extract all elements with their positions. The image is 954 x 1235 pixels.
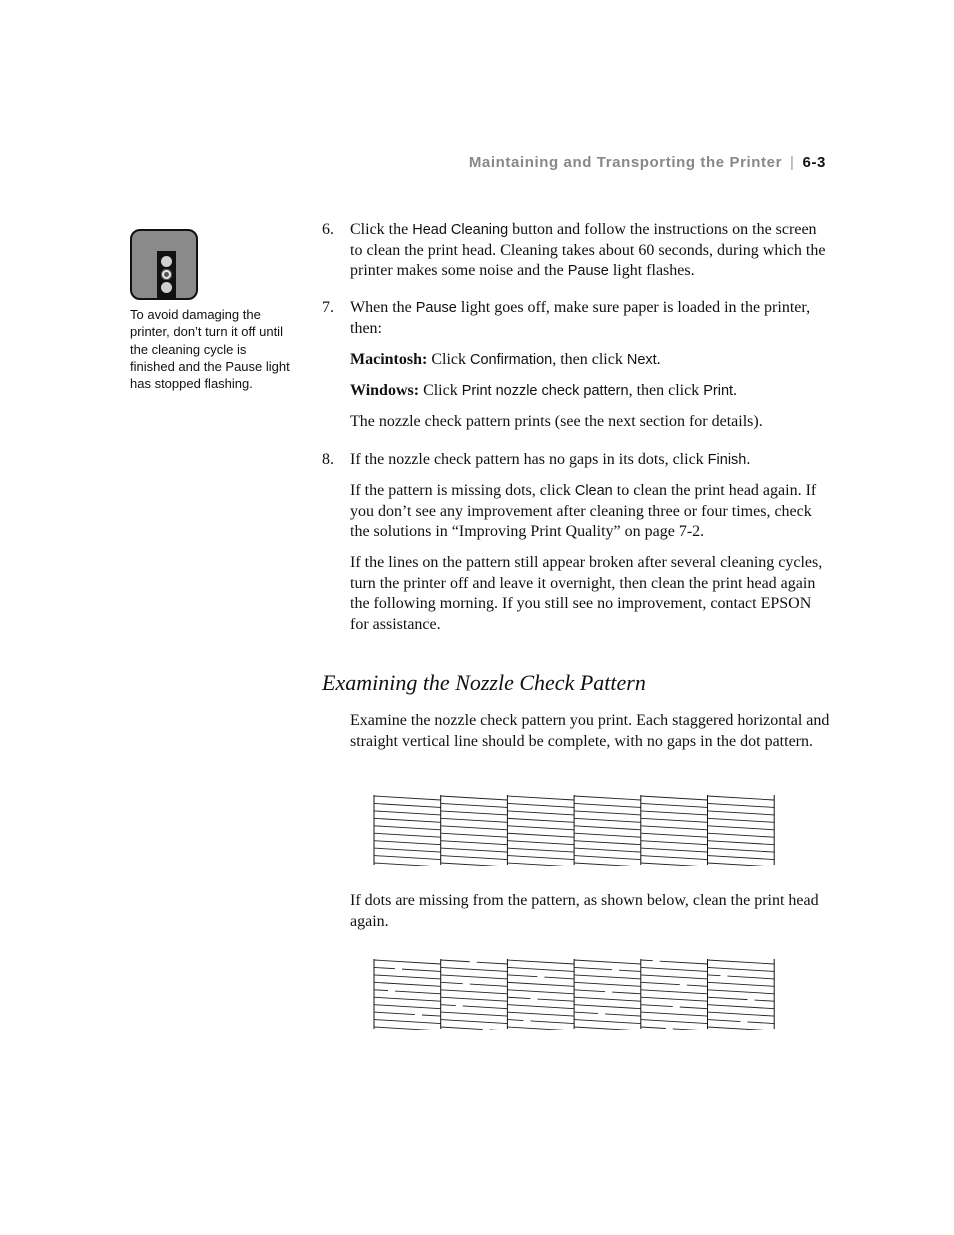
staggered-line (641, 811, 708, 815)
staggered-line (507, 967, 574, 971)
staggered-line (748, 1022, 775, 1024)
pause-light-panel-icon (130, 229, 198, 300)
staggered-line (574, 997, 641, 1001)
staggered-line (441, 982, 463, 983)
ui-term-confirmation: Confirmation (470, 351, 553, 368)
staggered-line (544, 977, 574, 979)
staggered-line (507, 833, 574, 837)
staggered-line (574, 811, 641, 815)
staggered-line (507, 856, 574, 860)
windows-instruction: Windows: Click Print nozzle check pattern, then click Print. (350, 381, 738, 399)
staggered-line (470, 984, 508, 986)
staggered-line (441, 863, 508, 866)
staggered-line (374, 803, 441, 807)
staggered-line (441, 1027, 483, 1030)
staggered-line (507, 1027, 574, 1030)
staggered-line (708, 841, 775, 845)
staggered-line (395, 991, 441, 994)
missing-dots-text: If dots are missing from the pattern, as shown below, clean the print head again. (350, 892, 819, 930)
ui-term-next: Next (626, 351, 657, 368)
staggered-line (374, 811, 441, 815)
macintosh-instruction: Macintosh: Click Confirmation, then click Next. (350, 350, 661, 368)
staggered-line (641, 1027, 666, 1028)
staggered-line (708, 811, 775, 815)
light-indicator-top (161, 256, 172, 267)
staggered-line (574, 990, 605, 992)
staggered-line (441, 975, 508, 979)
sidebar-note-ui-term: Pause (225, 358, 263, 374)
staggered-line (507, 1020, 523, 1021)
staggered-line (641, 997, 708, 1001)
windows-label: Windows: (350, 381, 420, 399)
staggered-line (641, 826, 708, 830)
staggered-line (708, 1005, 775, 1009)
staggered-line (574, 796, 641, 800)
staggered-line (641, 863, 708, 866)
staggered-line (374, 818, 441, 822)
staggered-line (441, 1012, 508, 1016)
nozzle-pattern-good (372, 794, 778, 866)
step-6 (322, 220, 827, 292)
staggered-line (708, 1027, 775, 1030)
staggered-line (641, 818, 708, 822)
staggered-line (374, 796, 441, 800)
staggered-line (641, 803, 708, 807)
staggered-line (680, 1007, 708, 1009)
staggered-line (574, 1005, 641, 1009)
staggered-line (402, 969, 441, 971)
staggered-line (708, 1012, 775, 1016)
step-8 (322, 450, 827, 646)
staggered-line (641, 982, 680, 984)
staggered-line (441, 796, 508, 800)
staggered-line (374, 997, 441, 1001)
staggered-line (574, 841, 641, 845)
step-7-text: When the Pause light goes off, make sure paper is loaded in the printer, then: (350, 299, 811, 337)
staggered-line (441, 833, 508, 837)
staggered-line (374, 833, 441, 837)
staggered-line (728, 976, 775, 979)
staggered-line (708, 990, 775, 994)
staggered-line (641, 990, 708, 994)
staggered-line (477, 962, 508, 964)
staggered-line (374, 975, 441, 979)
macintosh-label: Macintosh: (350, 350, 428, 368)
staggered-line (441, 818, 508, 822)
staggered-line (708, 826, 775, 830)
staggered-line (441, 826, 508, 830)
staggered-line (708, 960, 775, 964)
staggered-line (574, 818, 641, 822)
staggered-line (422, 1015, 441, 1016)
staggered-line (374, 1027, 441, 1030)
staggered-line (708, 803, 775, 807)
ui-term-print-nozzle-check: Print nozzle check pattern (461, 382, 629, 399)
pause-light-indicator (161, 269, 172, 280)
staggered-line (507, 997, 530, 998)
staggered-line (441, 960, 470, 962)
staggered-line (441, 1005, 456, 1006)
staggered-line (441, 990, 508, 994)
staggered-line (507, 1012, 574, 1016)
staggered-line (641, 841, 708, 845)
section-heading: Examining the Nozzle Check Pattern (322, 670, 646, 695)
section-intro: Examine the nozzle check pattern you print. Each staggered horizontal and straight vertical line should be complete, with no gaps in the dot pattern. (350, 712, 830, 750)
staggered-line (441, 841, 508, 845)
staggered-line (374, 848, 441, 852)
staggered-line (507, 990, 574, 994)
ui-term-head-cleaning: Head Cleaning (412, 222, 509, 238)
staggered-line (507, 803, 574, 807)
staggered-line (641, 960, 653, 961)
staggered-line (530, 1021, 574, 1024)
nozzle-pattern-good-graphic (372, 794, 778, 866)
step-number: 7. (322, 299, 334, 316)
staggered-line (708, 863, 775, 866)
staggered-line (374, 1005, 441, 1009)
staggered-line (574, 863, 641, 866)
staggered-line (507, 811, 574, 815)
staggered-line (708, 818, 775, 822)
staggered-line (574, 960, 641, 964)
staggered-line (463, 1006, 508, 1009)
staggered-line (507, 826, 574, 830)
staggered-line (507, 982, 574, 986)
staggered-line (641, 833, 708, 837)
staggered-line (708, 1020, 741, 1022)
staggered-line (641, 856, 708, 860)
staggered-line (641, 967, 708, 971)
ui-term-pause: Pause (567, 263, 609, 279)
staggered-line (641, 1005, 673, 1007)
staggered-line (708, 848, 775, 852)
light-strip (157, 251, 176, 299)
staggered-line (641, 1020, 708, 1024)
staggered-line (374, 1020, 441, 1024)
staggered-line (574, 803, 641, 807)
staggered-line (441, 856, 508, 860)
sidebar-note-text: To avoid damaging the printer, don’t turn it off until the cleaning cycle is finished and the (130, 307, 283, 374)
staggered-line (441, 967, 508, 971)
staggered-line (574, 967, 612, 969)
staggered-line (612, 992, 641, 994)
light-indicator-bottom (161, 282, 172, 293)
page-number: 6-3 (802, 154, 826, 171)
staggered-line (507, 841, 574, 845)
staggered-line (374, 967, 395, 968)
staggered-line (374, 1012, 415, 1014)
step-7-result: The nozzle check pattern prints (see the next section for details). (350, 412, 763, 430)
staggered-line (574, 1027, 641, 1030)
staggered-line (374, 863, 441, 866)
staggered-line (755, 1000, 775, 1001)
step-6-text: Click the Head Cleaning button and follow the instructions on the screen to clean the print head. Cleaning takes about 60 seconds, during which the printer makes some noise and the Pause light flashes. (350, 221, 826, 279)
ui-term-print: Print (703, 382, 734, 399)
staggered-line (374, 841, 441, 845)
staggered-line (537, 999, 574, 1001)
staggered-line (708, 833, 775, 837)
staggered-line (574, 856, 641, 860)
staggered-line (708, 982, 775, 986)
step-number: 8. (322, 451, 334, 468)
staggered-line (641, 975, 708, 979)
step-8-broken-lines: If the lines on the pattern still appear broken after several cleaning cycles, turn the printer off and leave it overnight, then clean the print head again the following morning. If you still see no improvement, contact EPSON for assistance. (350, 554, 823, 633)
staggered-line (374, 990, 388, 991)
staggered-line (507, 848, 574, 852)
pause-light-dot (164, 272, 169, 277)
staggered-line (374, 982, 441, 986)
staggered-line (441, 803, 508, 807)
staggered-line (507, 818, 574, 822)
staggered-line (507, 975, 537, 977)
step-8-missing-dots: If the pattern is missing dots, click Clean to clean the print head again. If you don’t see any improvement after cleaning three or four times, check the solutions in “Improving Print Quality” on page 7-2. (350, 482, 817, 540)
ui-term-finish: Finish (707, 452, 747, 468)
staggered-line (708, 975, 721, 976)
staggered-line (441, 811, 508, 815)
step-7 (322, 298, 827, 443)
step-number: 6. (322, 221, 334, 238)
staggered-line (708, 967, 775, 971)
staggered-line (441, 848, 508, 852)
staggered-line (708, 997, 748, 999)
staggered-line (507, 1005, 574, 1009)
staggered-line (605, 1014, 641, 1016)
staggered-line (574, 975, 641, 979)
staggered-line (374, 856, 441, 860)
staggered-line (687, 985, 708, 986)
nozzle-pattern-missing-dots (372, 958, 778, 1030)
staggered-line (574, 833, 641, 837)
staggered-line (574, 982, 641, 986)
staggered-line (507, 960, 574, 964)
staggered-line (641, 848, 708, 852)
sidebar-note-text-end: light has stopped flashing. (130, 358, 290, 392)
staggered-line (507, 863, 574, 866)
staggered-line (441, 997, 508, 1001)
chapter-title: Maintaining and Transporting the Printer (468, 154, 783, 171)
staggered-line (574, 1020, 641, 1024)
staggered-line (574, 1012, 598, 1013)
nozzle-pattern-missing-dots-graphic (372, 958, 778, 1030)
staggered-line (641, 796, 708, 800)
ui-term-clean: Clean (574, 483, 613, 499)
staggered-line (708, 856, 775, 860)
staggered-line (708, 796, 775, 800)
staggered-line (574, 848, 641, 852)
staggered-line (574, 826, 641, 830)
staggered-line (374, 826, 441, 830)
staggered-line (374, 960, 441, 964)
running-header (469, 154, 826, 171)
staggered-line (660, 961, 708, 964)
sidebar-note (130, 306, 290, 392)
step-8-text: If the nozzle check pattern has no gaps in its dots, click Finish. (350, 451, 751, 468)
header-separator: | (790, 154, 795, 171)
staggered-line (507, 796, 574, 800)
staggered-line (673, 1029, 708, 1030)
staggered-line (441, 1020, 508, 1024)
ui-term-pause: Pause (415, 300, 457, 316)
staggered-line (641, 1012, 708, 1016)
staggered-line (619, 970, 641, 971)
